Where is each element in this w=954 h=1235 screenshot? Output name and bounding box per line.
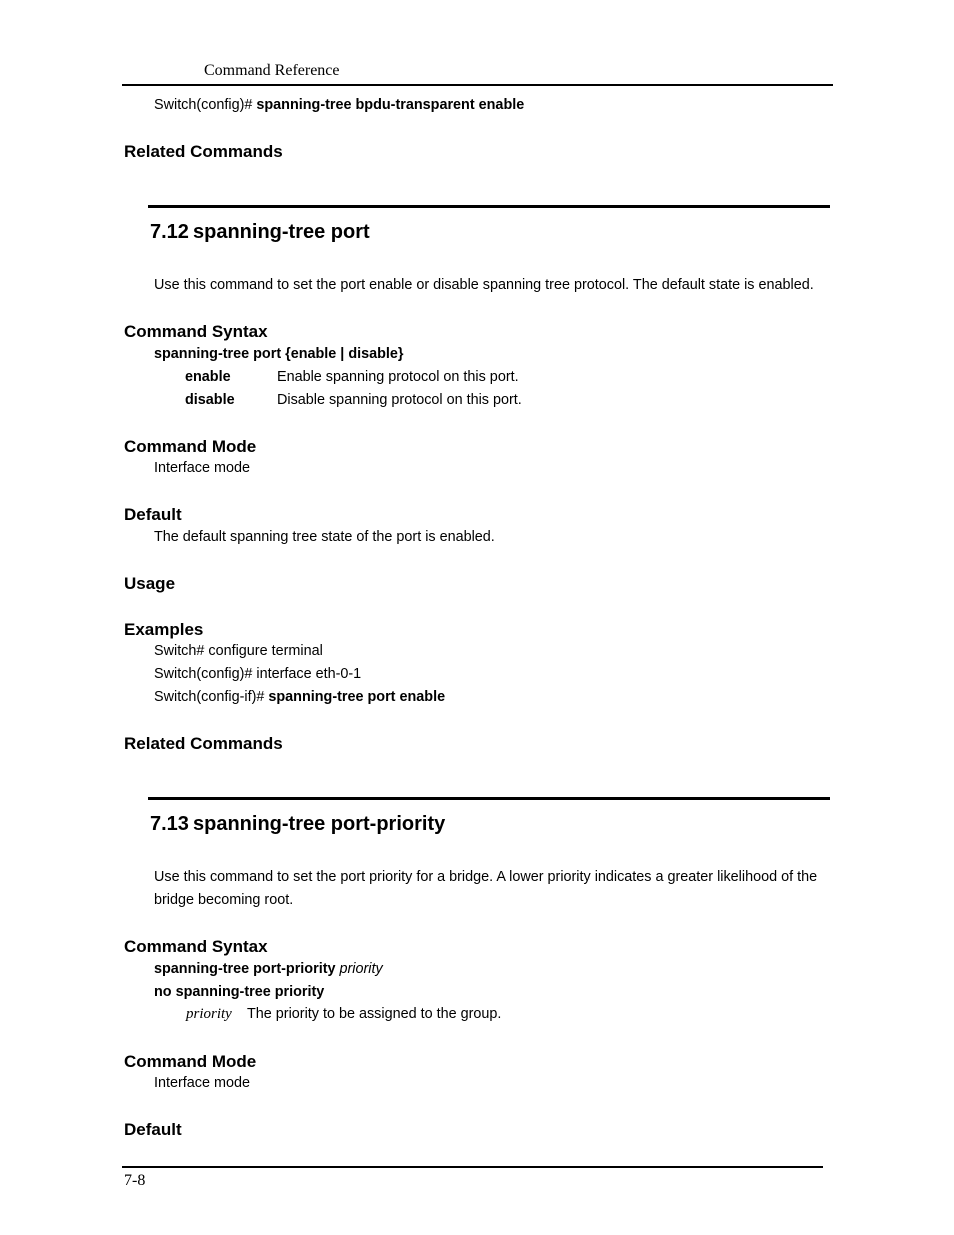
param-desc-enable: Enable spanning protocol on this port. [277, 369, 519, 385]
section-712-title [150, 221, 370, 244]
example-prefix: Switch(config-if)# [154, 689, 269, 705]
section-712-related-heading: Related Commands [124, 734, 283, 753]
section-713-syntax-line2: no spanning-tree priority [154, 984, 325, 1000]
param-desc-disable: Disable spanning protocol on this port. [277, 392, 522, 408]
section-713-description: Use this command to set the port priority for a bridge. A lower priority indicates a greater likelihood of the bridge becoming root. [154, 869, 818, 908]
top-related-heading: Related Commands [124, 142, 283, 161]
section-712-mode: Interface mode [154, 460, 250, 476]
section-712-usage-heading: Usage [124, 574, 176, 593]
section-713-title [150, 813, 445, 836]
section-713-syntax-line1 [154, 961, 383, 977]
top-example-command: spanning-tree bpdu-transparent enable [256, 97, 525, 113]
section-712-mode-heading: Command Mode [124, 437, 257, 456]
section-713-title-text: spanning-tree port-priority [193, 813, 446, 835]
syntax-argument: priority [339, 961, 383, 977]
page-number: 7-8 [124, 1172, 146, 1189]
section-712-default: The default spanning tree state of the port is enabled. [154, 529, 495, 545]
section-712-title-text: spanning-tree port [193, 221, 370, 243]
example-line [154, 666, 361, 682]
example-line [154, 643, 323, 659]
param-name-disable: disable [185, 392, 235, 408]
section-713-default-heading: Default [124, 1120, 182, 1139]
example-line [154, 689, 445, 705]
example-command: spanning-tree port enable [268, 689, 446, 705]
footer-rule [122, 1166, 823, 1168]
section-713-mode-heading: Command Mode [124, 1052, 257, 1071]
param-desc-priority: The priority to be assigned to the group. [247, 1006, 502, 1022]
example-prefix: Switch# configure terminal [154, 643, 323, 659]
header-rule [122, 84, 833, 86]
header-title: Command Reference [204, 62, 340, 79]
section-713-number: 7.13 [150, 813, 189, 835]
syntax-command: spanning-tree port-priority [154, 961, 336, 977]
section-713-mode: Interface mode [154, 1075, 250, 1091]
section-712-syntax-heading: Command Syntax [124, 322, 268, 341]
param-name-enable: enable [185, 369, 231, 385]
section-712-number: 7.12 [150, 221, 189, 243]
top-example-line [154, 97, 524, 113]
section-713-rule [148, 797, 830, 800]
section-712-rule [148, 205, 830, 208]
section-712-syntax: spanning-tree port {enable | disable} [154, 346, 404, 362]
example-prefix: Switch(config)# interface eth-0-1 [154, 666, 362, 682]
top-example-prefix: Switch(config)# [154, 97, 257, 113]
section-712-description: Use this command to set the port enable or disable spanning tree protocol. The default state is enabled. [154, 277, 814, 293]
param-name-priority: priority [186, 1006, 232, 1022]
section-713-syntax-heading: Command Syntax [124, 937, 268, 956]
section-712-default-heading: Default [124, 505, 182, 524]
section-712-examples-heading: Examples [124, 620, 204, 639]
